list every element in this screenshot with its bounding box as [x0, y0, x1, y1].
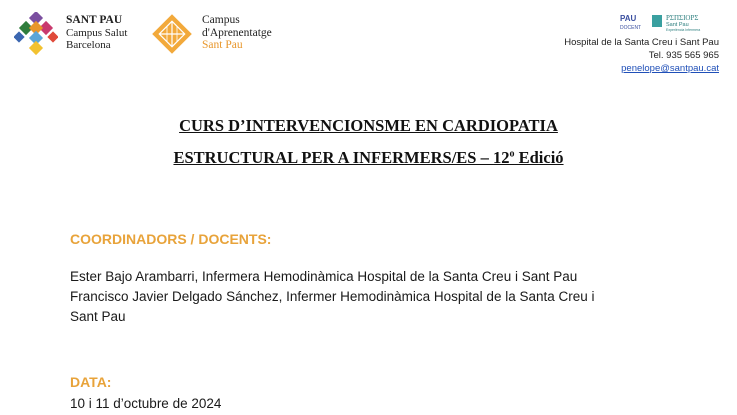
campus-logo-text: [202, 14, 272, 52]
phone-number: Tel. 935 565 965: [648, 50, 719, 61]
course-title-superscript: o: [509, 148, 515, 160]
campus-shield-icon: [150, 12, 194, 56]
campus-logo-line1: Campus: [202, 14, 240, 26]
course-title-line2-text: ESTRUCTURAL PER A INFERMERS/ES – 12: [173, 148, 510, 167]
campus-logo-line3: Sant Pau: [202, 39, 243, 51]
date-value: 10 i 11 d’octubre de 2024: [70, 396, 222, 411]
course-title-line2: [0, 148, 737, 168]
coordinator-line-1: Ester Bajo Arambarri, Infermera Hemodinàmica Hospital de la Santa Creu i Sant Pau: [70, 269, 578, 284]
course-title-line2-end: Edició: [514, 148, 564, 167]
sant-pau-logo-line3: Barcelona: [66, 39, 111, 51]
sant-pau-logo-line2: Campus Salut: [66, 26, 128, 39]
coordinator-line-3: Sant Pau: [70, 309, 126, 324]
course-title-line1: CURS D’INTERVENCIONSME EN CARDIOPATIA: [179, 116, 558, 135]
sant-pau-logo-text: [66, 14, 127, 52]
pau-docent-logo-icon: [620, 12, 720, 34]
sant-pau-logo-line1: SANT PAU: [66, 14, 123, 26]
date-heading: DATA:: [70, 374, 112, 390]
penelope-text: ΡΣΠΣΙΟΡΣ: [666, 14, 699, 22]
sant-pau-logo-icon: [14, 12, 58, 56]
coordinator-line-2: Francisco Javier Delgado Sánchez, Infermer Hemodinàmica Hospital de la Santa Creu i: [70, 289, 595, 304]
contact-block: [564, 36, 719, 75]
coordinators-heading: COORDINADORS / DOCENTS:: [70, 231, 272, 247]
penelope-tagline-text: Experiència Infermera: [666, 28, 701, 32]
email-link[interactable]: penelope@santpau.cat: [621, 63, 719, 74]
campus-logo-line2: d'Aprenentatge: [202, 26, 272, 39]
penelope-santpau-text: Sant Pau: [666, 22, 689, 28]
pau-docent-text: PAU: [620, 14, 637, 23]
pau-docent-subtext: DOCENT: [620, 25, 642, 31]
coordinators-list: [70, 267, 595, 327]
hospital-name: Hospital de la Santa Creu i Sant Pau: [564, 37, 719, 48]
